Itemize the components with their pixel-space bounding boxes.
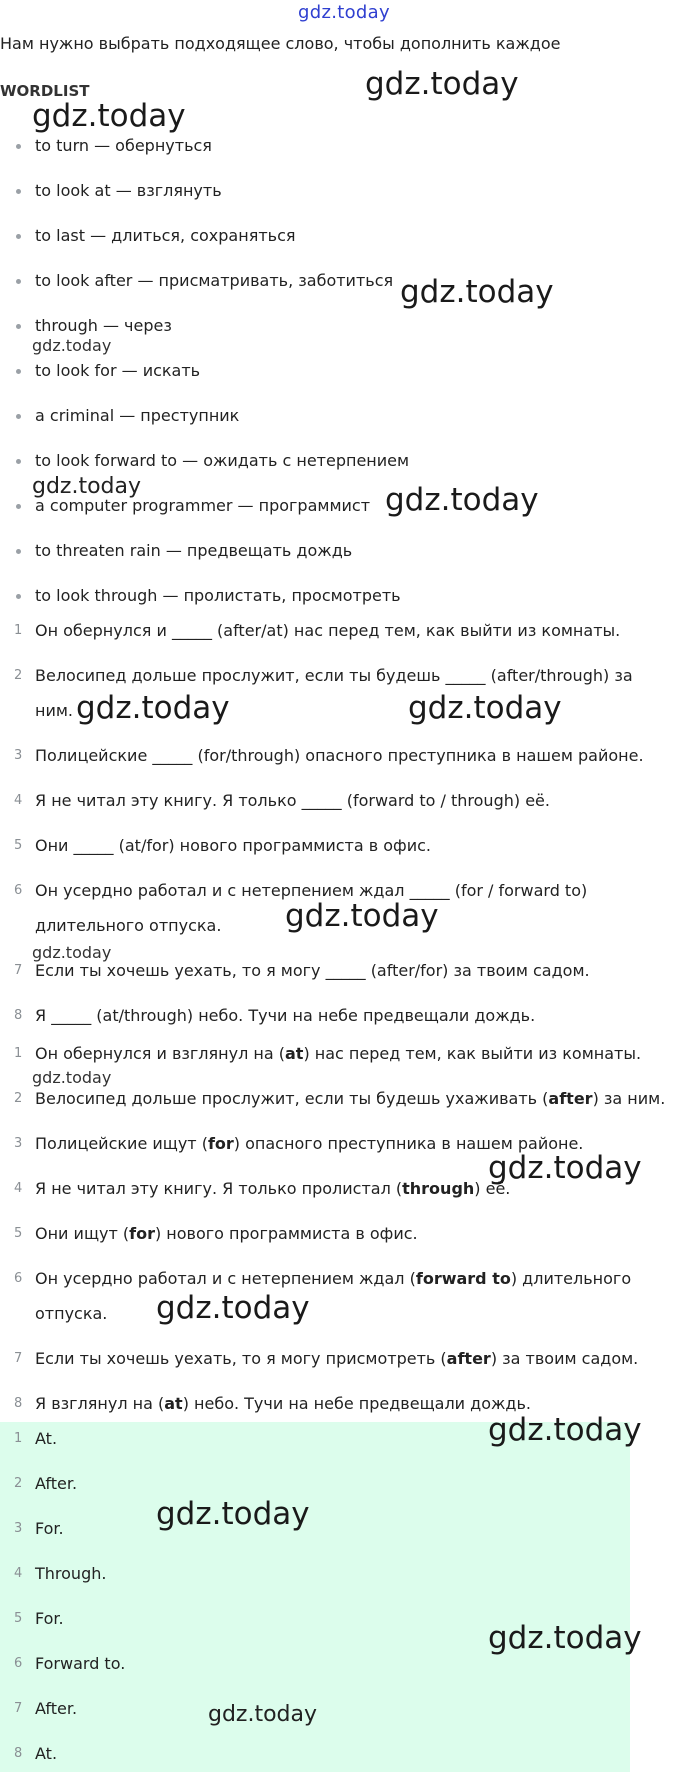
bullet-icon xyxy=(16,234,21,239)
watermark: gdz.today xyxy=(156,1496,310,1532)
watermark: gdz.today xyxy=(32,943,112,962)
watermark: gdz.today xyxy=(208,1702,318,1727)
wordlist-title: WORDLIST xyxy=(0,82,90,100)
watermark: gdz.today xyxy=(488,1620,642,1656)
task-intro: Нам нужно выбрать подходящее слово, чтобы дополнить каждое xyxy=(0,34,561,53)
bullet-icon xyxy=(16,324,21,329)
watermark: gdz.today xyxy=(76,690,230,726)
bullet-icon xyxy=(16,279,21,284)
watermark: gdz.today xyxy=(408,690,562,726)
watermark: gdz.today xyxy=(32,474,142,499)
watermark: gdz.today xyxy=(32,1068,112,1087)
bullet-icon xyxy=(16,189,21,194)
watermark: gdz.today xyxy=(32,336,112,355)
watermark: gdz.today xyxy=(488,1150,642,1186)
bullet-icon xyxy=(16,549,21,554)
watermark: gdz.today xyxy=(365,66,519,102)
bullet-icon xyxy=(16,594,21,599)
watermark: gdz.today xyxy=(32,98,186,134)
top-watermark: gdz.today xyxy=(298,2,390,23)
bullet-icon xyxy=(16,414,21,419)
watermark: gdz.today xyxy=(488,1412,642,1448)
watermark: gdz.today xyxy=(285,898,439,934)
bullet-icon xyxy=(16,369,21,374)
watermark: gdz.today xyxy=(156,1290,310,1326)
bullet-icon xyxy=(16,144,21,149)
watermark: gdz.today xyxy=(400,274,554,310)
watermark: gdz.today xyxy=(385,482,539,518)
bullet-icon xyxy=(16,504,21,509)
bullet-icon xyxy=(16,459,21,464)
